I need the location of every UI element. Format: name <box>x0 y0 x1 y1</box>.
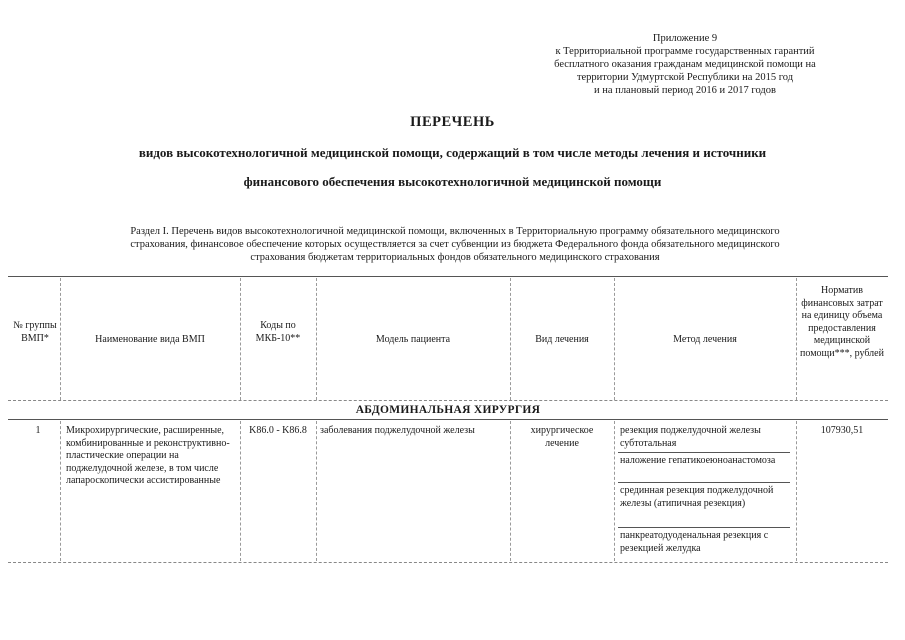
row-codes: K86.0 - K86.8 <box>249 425 307 436</box>
annex-line: к Территориальной программе государственных гарантий <box>555 46 815 57</box>
row-method: панкреатодуоденальная резекция с резекцией желудка <box>620 530 769 554</box>
row-method: срединная резекция поджелудочной железы (атипичная резекция) <box>620 485 774 509</box>
row-name: Микрохирургические, расширенные, комбинированные и реконструктивно-пластические операции на поджелудочной железе, в том числе лапароскопически ассистированные <box>66 425 230 486</box>
document-title: ПЕРЕЧЕНЬ <box>410 114 495 130</box>
section-caption <box>75 225 835 264</box>
document-subtitle-line-1: видов высокотехнологичной медицинской помощи, содержащий в том числе методы лечения и источники <box>138 145 767 160</box>
method-separator <box>618 482 790 483</box>
row-patient-model: заболевания поджелудочной железы <box>320 425 475 436</box>
col-divider <box>60 278 61 400</box>
header-treatment-type: Вид лечения <box>535 334 589 345</box>
header-bottom-border <box>8 400 888 401</box>
col-divider <box>796 421 797 561</box>
header-method: Метод лечения <box>673 334 737 345</box>
section-line: Раздел I. Перечень видов высокотехнологичной медицинской помощи, включенных в Территориальную программу обязательного медицинского <box>130 226 780 237</box>
col-divider <box>316 421 317 561</box>
col-divider <box>60 421 61 561</box>
annex-note <box>520 32 850 97</box>
header-name: Наименование вида ВМП <box>95 334 205 345</box>
row-group-no: 1 <box>35 425 41 436</box>
col-divider <box>510 421 511 561</box>
table-top-border <box>8 276 888 277</box>
header-norm: Норматив финансовых затрат на единицу объема предоставления медицинской помощи***, рублей <box>800 285 884 359</box>
col-divider <box>240 421 241 561</box>
col-divider <box>240 278 241 400</box>
section-line: страхования, финансовое обеспечение которых осуществляется за счет субвенции из бюджета Федерального фонда обязательного медицинского <box>130 239 780 250</box>
method-separator <box>618 452 790 453</box>
annex-line: бесплатного оказания гражданам медицинской помощи на <box>554 59 816 70</box>
method-separator <box>618 527 790 528</box>
annex-line: и на плановый период 2016 и 2017 годов <box>594 85 776 96</box>
annex-line: Приложение 9 <box>652 33 718 44</box>
table-bottom-border <box>8 562 888 563</box>
col-divider <box>614 421 615 561</box>
col-divider <box>316 278 317 400</box>
header-codes: Коды по МКБ-10** <box>255 320 301 344</box>
annex-line: территории Удмуртской Республики на 2015 год <box>576 72 794 83</box>
header-patient-model: Модель пациента <box>375 334 451 345</box>
header-group-no: № группы ВМП* <box>13 320 57 344</box>
document-subtitle-line-2: финансового обеспечения высокотехнологичной медицинской помощи <box>243 174 662 189</box>
row-norm: 107930,51 <box>820 425 864 436</box>
col-divider <box>796 278 797 400</box>
row-method: наложение гепатикоеюноанастомоза <box>620 455 776 466</box>
col-divider <box>510 278 511 400</box>
group-row-border <box>8 419 888 420</box>
row-treatment-type: хирургическое лечение <box>530 425 594 449</box>
group-title: АБДОМИНАЛЬНАЯ ХИРУРГИЯ <box>355 404 541 416</box>
row-method: резекция поджелудочной железы субтотальная <box>620 425 761 449</box>
col-divider <box>614 278 615 400</box>
section-line: страхования бюджетам территориальных фондов обязательного медицинского страхования <box>250 252 660 263</box>
